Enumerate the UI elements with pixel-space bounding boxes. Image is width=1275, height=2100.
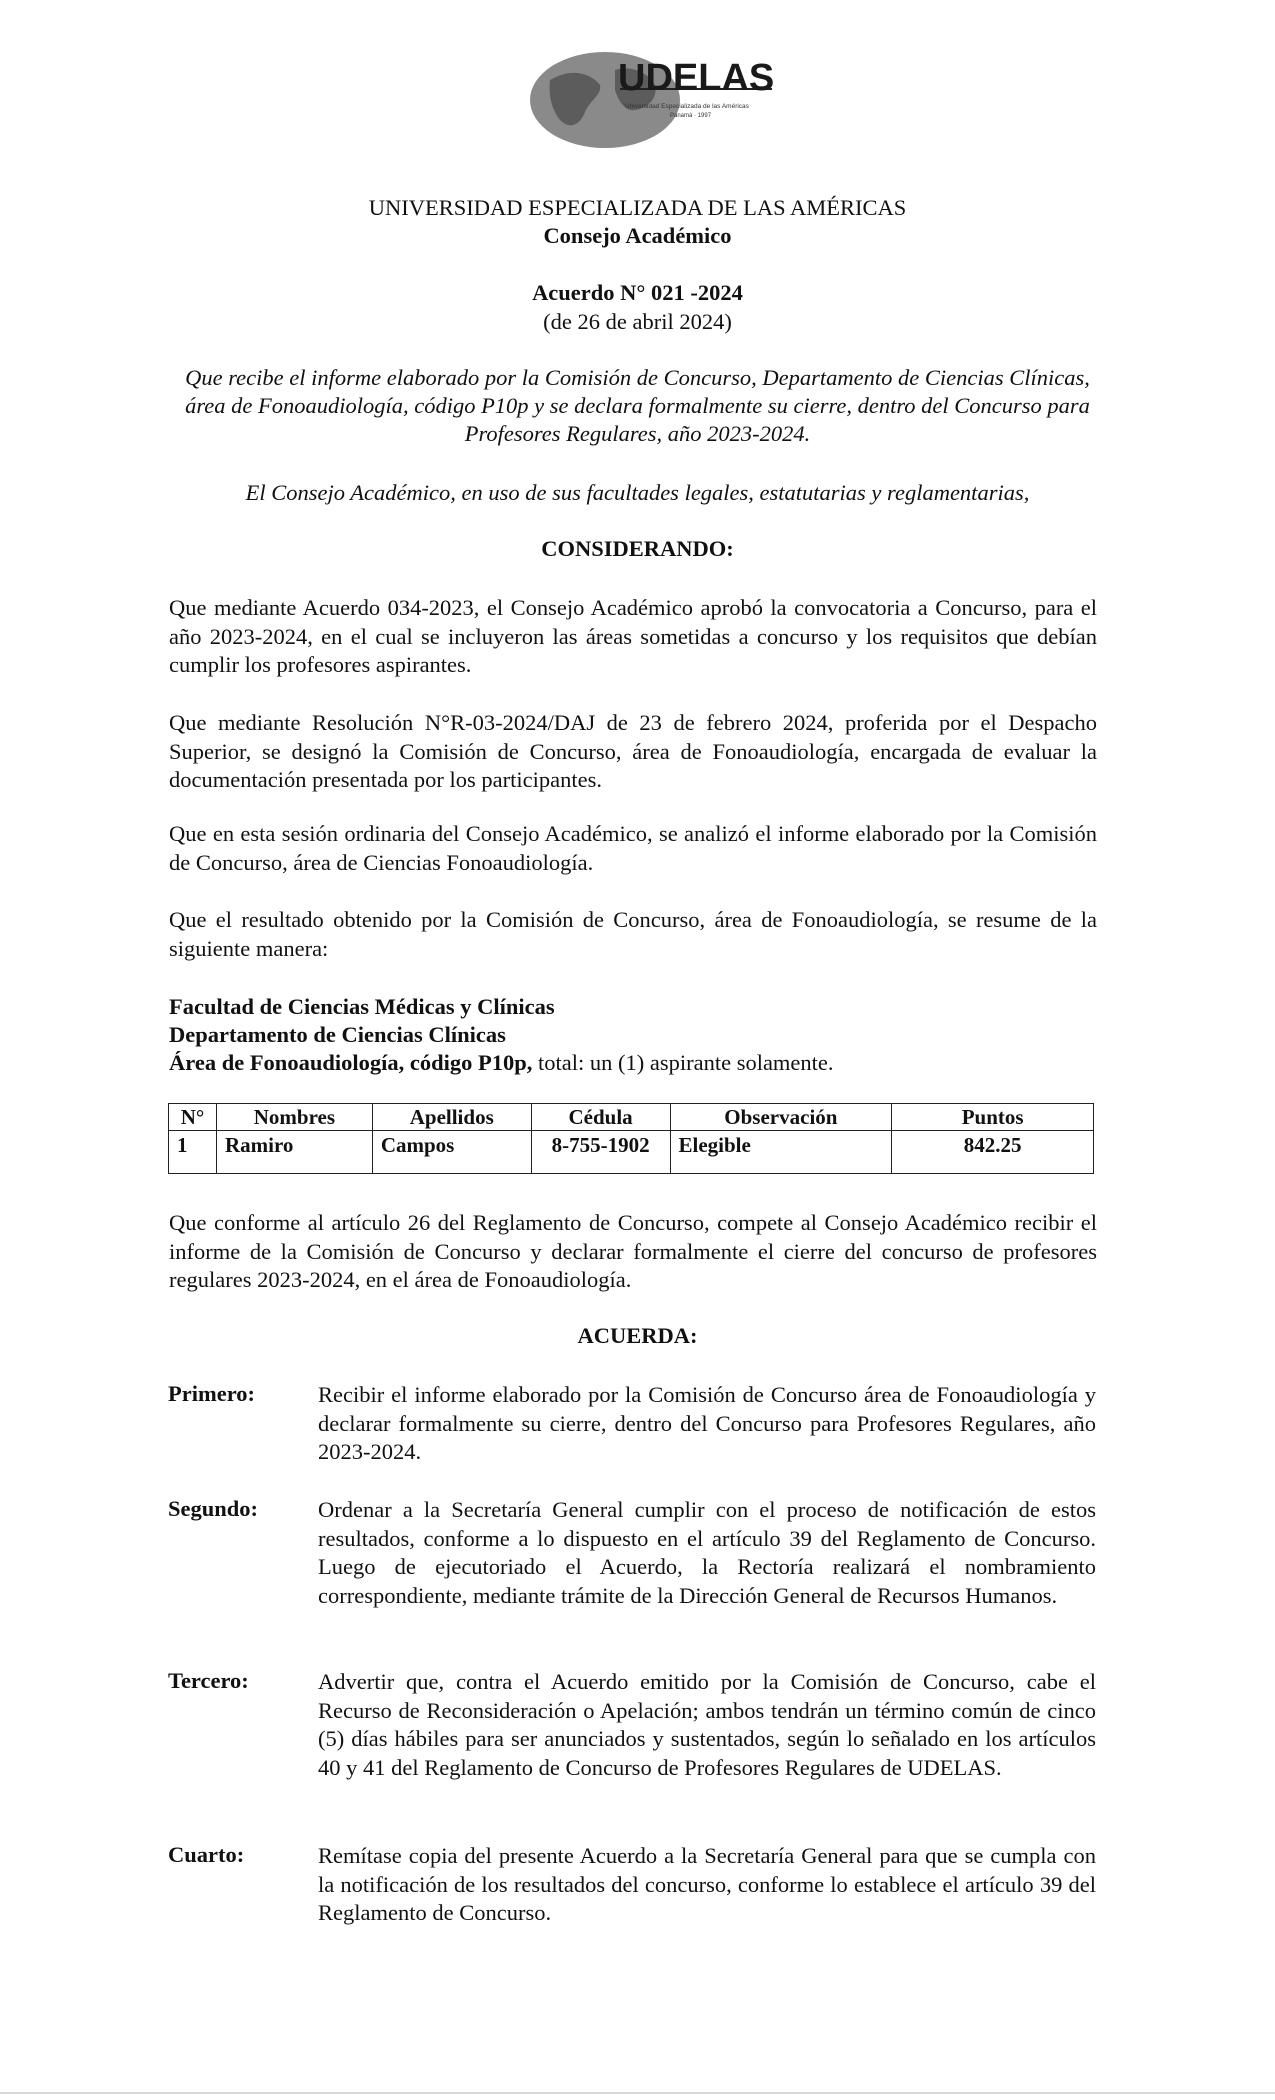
table-cell: 8-755-1902	[531, 1131, 670, 1174]
considerando-paragraph: Que mediante Acuerdo 034-2023, el Consejo Académico aprobó la convocatoria a Concurso, para el año 2023-2024, en el cual se incluyeron las áreas sometidas a concurso y los requisitos que debían cumplir los profesores aspirantes.	[169, 595, 1097, 677]
page-edge-divider	[0, 2092, 1275, 2094]
article-label: Primero:	[168, 1381, 256, 1406]
institution-name: UNIVERSIDAD ESPECIALIZADA DE LAS AMÉRICAS	[368, 195, 907, 220]
faculty-name: Facultad de Ciencias Médicas y Clínicas	[169, 994, 555, 1019]
acuerdo-summary: Que recibe el informe elaborado por la Comisión de Concurso, Departamento de Ciencias Clínicas, área de Fonoaudiología, código P10p y se declara formalmente su cierre, dentro del Concurso para Profesores Regulares, año 2023-2024.	[185, 365, 1090, 446]
table-cell: Ramiro	[216, 1131, 372, 1174]
column-header: Observación	[670, 1104, 892, 1131]
column-header: Apellidos	[372, 1104, 531, 1131]
preamble: El Consejo Académico, en uso de sus facultades legales, estatutarias y reglamentarias,	[245, 480, 1030, 505]
logo-wordmark: UDELAS	[618, 57, 775, 99]
article-text: Recibir el informe elaborado por la Comisión de Concurso área de Fonoaudiología y declarar formalmente su cierre, dentro del Concurso para Profesores Regulares, año 2023-2024.	[318, 1382, 1096, 1464]
table-cell: 1	[169, 1131, 217, 1174]
acuerdo-number: Acuerdo N° 021 -2024	[532, 280, 743, 305]
area-total: total: un (1) aspirante solamente.	[532, 1050, 834, 1075]
department-name: Departamento de Ciencias Clínicas	[169, 1022, 506, 1047]
results-table	[168, 1103, 1094, 1174]
column-header: Cédula	[531, 1104, 670, 1131]
article-label: Cuarto:	[168, 1842, 245, 1867]
column-header: Puntos	[892, 1104, 1094, 1131]
considerando-paragraph: Que el resultado obtenido por la Comisión de Concurso, área de Fonoaudiología, se resume de la siguiente manera:	[169, 907, 1097, 961]
logo-subtitle: Universidad Especializada de las Américas	[625, 103, 749, 110]
globe-logo-icon	[530, 50, 800, 150]
table-cell: Campos	[372, 1131, 531, 1174]
area-name: Área de Fonoaudiología, código P10p,	[169, 1050, 533, 1075]
table-cell: 842.25	[892, 1131, 1094, 1174]
acuerdo-date: (de 26 de abril 2024)	[543, 309, 732, 334]
article-text: Advertir que, contra el Acuerdo emitido por la Comisión de Concurso, cabe el Recurso de Reconsideración o Apelación; ambos tendrán un término común de cinco (5) días hábiles para ser anunciados y sustentados, según lo señalado en los artículos 40 y 41 del Reglamento de Concurso de Profesores Regulares de UDELAS.	[318, 1669, 1096, 1780]
considerando-paragraph: Que en esta sesión ordinaria del Consejo Académico, se analizó el informe elaborado por la Comisión de Concurso, área de Ciencias Fonoaudiología.	[169, 821, 1097, 875]
udelas-logo	[530, 50, 800, 150]
closing-paragraph: Que conforme al artículo 26 del Reglamento de Concurso, compete al Consejo Académico recibir el informe de la Comisión de Concurso y declarar formalmente el cierre del concurso de profesores regulares 2023-2024, en el área de Fonoaudiología.	[169, 1210, 1097, 1292]
table-header-row	[169, 1104, 1094, 1131]
table-row	[169, 1131, 1094, 1174]
column-header: N°	[169, 1104, 217, 1131]
acuerda-heading: ACUERDA:	[577, 1323, 698, 1348]
article-label: Segundo:	[168, 1496, 259, 1521]
article-text: Remítase copia del presente Acuerdo a la Secretaría General para que se cumpla con la notificación de los resultados del concurso, conforme lo establece el artículo 39 del Reglamento de Concurso.	[318, 1843, 1096, 1925]
considerando-heading: CONSIDERANDO:	[541, 536, 734, 561]
logo-place: Panamá · 1997	[670, 113, 712, 119]
article-label: Tercero:	[168, 1668, 249, 1693]
column-header: Nombres	[216, 1104, 372, 1131]
table-cell: Elegible	[670, 1131, 892, 1174]
considerando-paragraph: Que mediante Resolución N°R-03-2024/DAJ de 23 de febrero 2024, proferida por el Despacho Superior, se designó la Comisión de Concurso, área de Fonoaudiología, encargada de evaluar la documentación presentada por los participantes.	[169, 710, 1097, 792]
council-name: Consejo Académico	[543, 223, 732, 248]
article-text: Ordenar a la Secretaría General cumplir con el proceso de notificación de estos resultados, conforme a lo dispuesto en el artículo 39 del Reglamento de Concurso. Luego de ejecutoriado el Acuerdo, la Rectoría realizará el nombramiento correspondiente, mediante trámite de la Dirección General de Recursos Humanos.	[318, 1497, 1096, 1608]
area-line	[169, 1049, 834, 1077]
